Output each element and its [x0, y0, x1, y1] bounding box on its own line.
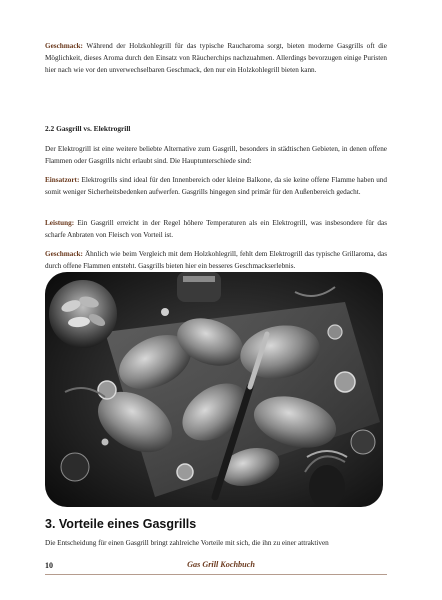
section-heading: 3. Vorteile eines Gasgrills: [45, 517, 197, 531]
paragraph-text: Die Entscheidung für einen Gasgrill bringt zahlreiche Vorteile mit sich, die ihn zu einer attraktiven: [45, 539, 329, 547]
paragraph-text: Während der Holzkohlegrill für das typische Raucharoma sorgt, bieten moderne Gasgrills oft die Möglichkeit, dieses Aroma durch den Einsatz von Räucherchips nachzuahmen. Allerdings bevorzugen einige Puristen hier nach wie vor den unverwechselbaren Geschmack, den nur ein Holzkohlegrill bieten kann.: [45, 42, 387, 75]
paragraph-text: Elektrogrills sind ideal für den Innenbereich oder kleine Balkone, da sie keine offene Flamme haben und somit weniger Sicherheitsbedenken aufwerfen. Gasgrills hingegen sind primär für den Außenbereich gedacht.: [45, 176, 387, 197]
grilled-chicken-photo: [45, 272, 383, 507]
photo-illustration: [45, 272, 383, 507]
paragraph-text: Ein Gasgrill erreicht in der Regel höhere Temperaturen als ein Elektrogrill, was insbesondere für das scharfe Anbraten von Fleisch von Vorteil ist.: [45, 219, 387, 240]
paragraph-text: Ähnlich wie beim Vergleich mit dem Holzkohlegrill, fehlt dem Elektrogrill das typische Grillaroma, das durch offene Flammen entsteht. Gasgrills bieten hier ein besseres Geschmackserlebnis.: [45, 250, 387, 271]
paragraph-label: Geschmack:: [45, 42, 83, 50]
running-footer-title: Gas Grill Kochbuch: [187, 560, 255, 569]
paragraph-flavor-charcoal: [45, 40, 387, 77]
section-intro-paragraph: [45, 537, 387, 549]
paragraph-label: Geschmack:: [45, 250, 83, 258]
paragraph-label: Einsatzort:: [45, 176, 80, 184]
page-number: 10: [45, 561, 53, 570]
paragraph-location: [45, 174, 387, 198]
subsection-heading: 2.2 Gasgrill vs. Elektrogrill: [45, 124, 131, 133]
paragraph-electric-intro: [45, 143, 387, 167]
paragraph-performance: [45, 217, 387, 241]
footer-divider: [45, 574, 387, 575]
paragraph-flavor-electric: [45, 248, 387, 272]
paragraph-text: Der Elektrogrill ist eine weitere beliebte Alternative zum Gasgrill, besonders in städtischen Gebieten, in denen offene Flammen oder Gasgrills nicht erlaubt sind. Die Hauptunterschiede sind:: [45, 145, 387, 166]
paragraph-label: Leistung:: [45, 219, 75, 227]
